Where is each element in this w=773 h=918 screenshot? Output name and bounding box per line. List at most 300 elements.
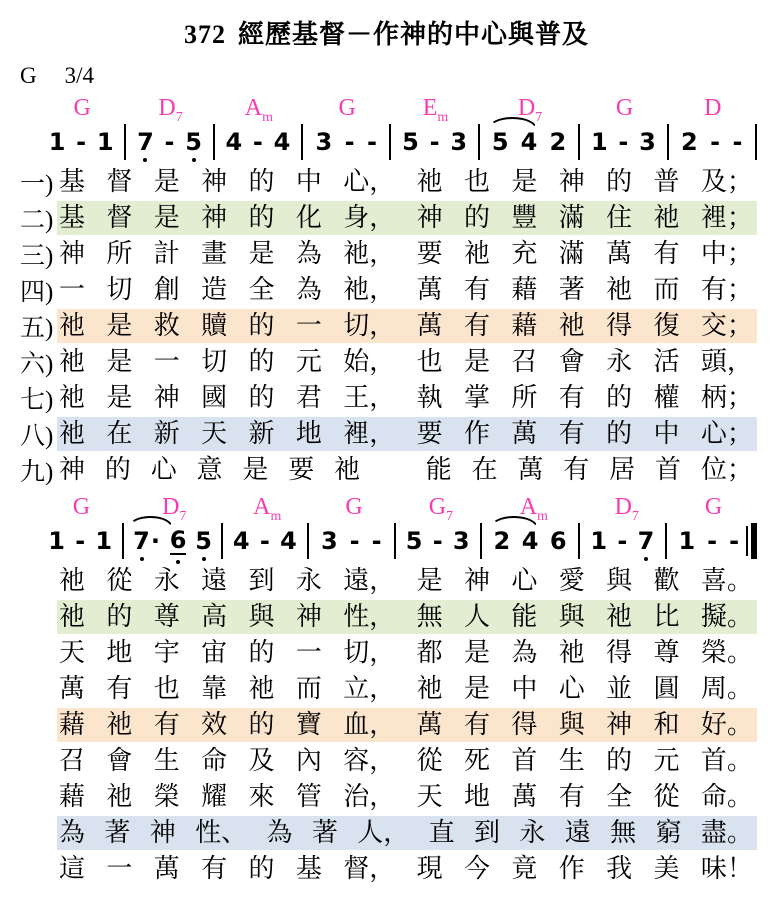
lyric-char: 化 (295, 203, 322, 232)
lyric-char: 也 (153, 674, 180, 703)
lyric-char: 祂 (248, 674, 275, 703)
lyric-char: 新 (248, 419, 275, 448)
lyric-char: 執 (416, 383, 443, 412)
lyric-char: 始， (343, 347, 396, 376)
lyric-char: 與 (248, 602, 275, 631)
lyric-char: 祂 (558, 311, 585, 340)
lyric-char: 的 (606, 383, 633, 412)
lyric-char: 著 (104, 818, 131, 847)
lyric-char: 切 (201, 347, 228, 376)
lyric-char: 頭， (700, 347, 753, 376)
lyric-char: 祂 (416, 674, 443, 703)
note: 1 (590, 527, 608, 555)
dash: - (344, 128, 355, 156)
lyric-char: 萬 (511, 419, 538, 448)
lyric-char: 到 (248, 566, 275, 595)
verse-number: 九) (20, 459, 54, 486)
lyric-char: 管 (295, 782, 322, 811)
measure (480, 124, 580, 160)
lyric-char: 天 (201, 419, 228, 448)
dash: - (432, 527, 443, 555)
lyric-char: 也 (416, 347, 443, 376)
lyric-char: 切， (343, 311, 396, 340)
lyric-char: 心， (343, 167, 396, 196)
lyric-char: 永 (519, 818, 546, 847)
note: 3 (639, 128, 656, 156)
lyric-char: 立， (343, 674, 396, 703)
lyric-char: 新 (153, 419, 180, 448)
lyric-char: 的 (248, 710, 275, 739)
lyric-char: 祂 (59, 347, 86, 376)
lyric-char: 權 (653, 383, 680, 412)
lyric-char: 是 (106, 347, 133, 376)
lyric-char: 有 (558, 782, 585, 811)
verse-number: 一) (20, 171, 54, 198)
lyric-char: 活 (653, 347, 680, 376)
lyric-char: 祂 (606, 602, 633, 631)
note-low-octave: 7 (637, 527, 655, 555)
note-low-octave: 5 (185, 128, 202, 156)
lyric-char: 所 (106, 239, 133, 268)
dash: - (710, 128, 721, 156)
lyric-char: 的 (606, 746, 633, 775)
lyric-char: 首。 (700, 746, 753, 775)
chorus-text (57, 672, 757, 706)
lyric-char: 無 (610, 818, 637, 847)
lyric-char: 的 (248, 347, 275, 376)
lyric-char: 萬 (606, 239, 633, 268)
lyric-char: 有 (201, 854, 228, 883)
lyric-char: 萬 (511, 782, 538, 811)
lyric-char: 祂 (59, 311, 86, 340)
lyric-char: 為 (511, 638, 538, 667)
lyric-char: 有 (558, 419, 585, 448)
verse-line (20, 380, 773, 416)
lyric-char: 今 (464, 854, 491, 883)
chord-label: D (704, 95, 722, 121)
lyric-char: 要 (416, 239, 443, 268)
lyric-char: 是 (248, 239, 275, 268)
measure (38, 523, 124, 559)
lyric-char: 會 (558, 347, 585, 376)
lyric-char: 中 (511, 674, 538, 703)
time-signature: 3/4 (64, 63, 95, 88)
lyric-char: 的 (606, 419, 633, 448)
dash: - (252, 128, 263, 156)
lyric-char: 中 (295, 167, 322, 196)
augmentation-dot: · (150, 527, 160, 555)
lyric-char: 無 (416, 602, 443, 631)
lyric-char: 裡； (700, 203, 753, 232)
lyric-char: 有 (153, 710, 180, 739)
lyric-char: 交； (700, 311, 753, 340)
lyric-char: 與 (606, 566, 633, 595)
lyric-char: 是 (464, 638, 491, 667)
lyric-char: 祂 (464, 239, 491, 268)
lyric-char: 心 (150, 455, 177, 484)
lyric-char: 愛 (558, 566, 585, 595)
chord-label: $A_m$ (253, 494, 282, 524)
lyric-char: 君 (295, 383, 322, 412)
lyric-char: 寶 (295, 710, 322, 739)
chorus-line (20, 815, 773, 851)
music-staff-2 (38, 494, 757, 559)
lyric-char: 祂 (416, 167, 443, 196)
chord-label: G (72, 494, 91, 520)
lyric-char: 有 (563, 455, 590, 484)
verse-text (57, 417, 757, 451)
lyric-char: 宙 (201, 638, 228, 667)
lyric-char: 而 (653, 275, 680, 304)
lyric-char: 著 (311, 818, 338, 847)
verse-line (20, 236, 773, 272)
chorus-line (20, 743, 773, 779)
lyric-char: 萬 (517, 455, 544, 484)
lyric-char: 祂 (558, 638, 585, 667)
lyric-char: 及； (700, 167, 753, 196)
chord-label: $D_7$ (517, 95, 543, 125)
stanza-1 (20, 164, 773, 488)
page-title (0, 14, 773, 51)
lyric-char: 為 (295, 239, 322, 268)
verse-number: 三) (20, 243, 54, 270)
lyric-char: 藉 (511, 275, 538, 304)
lyric-char: 現 (416, 854, 443, 883)
lyric-char: 心 (558, 674, 585, 703)
verse-text (57, 453, 757, 487)
lyric-char: 圓 (653, 674, 680, 703)
lyric-char: 中； (700, 239, 753, 268)
lyric-char: 萬 (416, 311, 443, 340)
lyric-char: 神 (149, 818, 176, 847)
lyric-char: 萬 (416, 710, 443, 739)
lyric-char: 神 (416, 203, 443, 232)
chorus-line (20, 563, 773, 599)
note: 4 (280, 527, 297, 555)
chord-label: G (615, 95, 634, 121)
lyric-char: 與 (558, 602, 585, 631)
lyric-char: 祂 (59, 566, 86, 595)
lyric-char: 生 (153, 746, 180, 775)
lyric-char: 效 (201, 710, 228, 739)
lyric-char: 竟 (511, 854, 538, 883)
lyric-char: 基 (295, 854, 322, 883)
measure (391, 124, 479, 160)
measure (124, 523, 222, 559)
chord-row-1 (38, 95, 757, 123)
lyric-char: 能 (425, 455, 452, 484)
note: 4 (232, 527, 250, 555)
note: 2 (549, 128, 567, 156)
lyric-char: 神 (201, 203, 228, 232)
measure (303, 124, 391, 160)
lyric-char: 祂 (59, 383, 86, 412)
measure (309, 523, 395, 559)
chord-label: $D_7$ (614, 494, 639, 524)
lyric-char: 滿 (558, 203, 585, 232)
dash: - (429, 128, 440, 156)
note: 5 (405, 527, 423, 555)
lyric-char: 國 (201, 383, 228, 412)
key-letter: G (20, 63, 37, 88)
lyric-char: 住 (606, 203, 633, 232)
chord-label: $A_m$ (244, 95, 273, 125)
lyric-char: 的 (606, 167, 633, 196)
lyric-char: 喜。 (700, 566, 753, 595)
lyric-char: 的 (248, 854, 275, 883)
lyric-char: 心 (511, 566, 538, 595)
lyric-char: 周。 (700, 674, 753, 703)
lyric-char: 為 (295, 275, 322, 304)
note: 3 (315, 128, 333, 156)
lyric-char: 從 (106, 566, 133, 595)
lyric-char: 這 (59, 854, 86, 883)
lyric-char: 祂， (343, 239, 396, 268)
lyric-char: 是 (153, 167, 180, 196)
hymn-number: 372 (183, 20, 226, 49)
note-low-octave: 7 (133, 527, 150, 555)
chorus-text (57, 744, 757, 778)
measure-final (667, 523, 757, 559)
lyric-char: 祂 (106, 782, 133, 811)
lyric-char: 的 (248, 311, 275, 340)
lyric-char: 治， (343, 782, 396, 811)
lyric-char: 地 (106, 638, 133, 667)
lyric-char: 直 (428, 818, 455, 847)
lyric-char: 救 (153, 311, 180, 340)
chorus-line (20, 707, 773, 743)
chord-label: $A_m$ (519, 494, 548, 524)
lyric-char: 有 (464, 710, 491, 739)
lyric-char: 全 (248, 275, 275, 304)
lyric-char: 宇 (153, 638, 180, 667)
lyric-char: 是 (511, 167, 538, 196)
dash: - (617, 527, 628, 555)
note-low-octave: 7 (137, 128, 154, 156)
lyric-char: 萬 (59, 674, 86, 703)
dash: - (618, 128, 629, 156)
lyric-char: 祂 (59, 419, 86, 448)
music-staff-1 (38, 95, 757, 160)
note: 4 (520, 128, 538, 156)
lyric-char: 掌 (464, 383, 491, 412)
lyric-char: 豐 (511, 203, 538, 232)
lyric-char (380, 453, 406, 487)
lyric-char: 督 (106, 203, 133, 232)
chord-label: $D_7$ (158, 95, 183, 125)
verse-text (57, 273, 757, 307)
lyric-char: 一 (59, 275, 86, 304)
lyric-char: 地 (464, 782, 491, 811)
lyric-char: 與 (558, 710, 585, 739)
measure (482, 523, 580, 559)
lyric-char: 首 (654, 455, 681, 484)
dash: - (164, 128, 175, 156)
verse-line (20, 200, 773, 236)
lyric-char: 為 (266, 818, 293, 847)
lyric-char: 得 (606, 638, 633, 667)
lyric-char: 內 (295, 746, 322, 775)
lyric-char: 盡。 (700, 818, 753, 847)
lyric-char: 有 (558, 383, 585, 412)
lyric-char: 在 (471, 455, 498, 484)
lyric-char: 性， (343, 602, 396, 631)
chorus-line (20, 851, 773, 887)
chorus-text (57, 816, 757, 850)
lyric-char: 有； (700, 275, 753, 304)
lyric-char: 一 (295, 638, 322, 667)
lyric-char: 是 (416, 566, 443, 595)
verse-line (20, 452, 773, 488)
note: 5 (491, 128, 509, 156)
lyric-char: 我 (606, 854, 633, 883)
chord-label: G (704, 494, 723, 520)
lyric-char: 中 (653, 419, 680, 448)
lyric-char: 及 (248, 746, 275, 775)
lyric-char: 有 (653, 239, 680, 268)
note: 3 (321, 527, 338, 555)
measure (38, 124, 126, 160)
lyric-char: 神 (153, 383, 180, 412)
verse-number: 六) (20, 351, 54, 378)
lyric-char: 是 (106, 311, 133, 340)
lyric-char: 在 (106, 419, 133, 448)
note: 1 (48, 527, 65, 555)
lyric-char: 是 (464, 674, 491, 703)
dash: - (349, 527, 360, 555)
dash: - (729, 527, 740, 555)
lyric-char: 切 (106, 275, 133, 304)
dash: - (732, 128, 743, 156)
lyric-char: 要 (288, 455, 315, 484)
lyric-char: 有 (464, 311, 491, 340)
hymn-title-text: 經歷基督－作神的中心與普及 (237, 20, 589, 49)
lyric-char: 神 (295, 602, 322, 631)
lyric-char: 召 (511, 347, 538, 376)
verse-text (57, 381, 757, 415)
lyric-char: 性、 (195, 818, 248, 847)
lyric-char: 的 (248, 383, 275, 412)
verse-line (20, 308, 773, 344)
lyric-char: 基 (59, 203, 86, 232)
lyric-char: 居 (609, 455, 636, 484)
key-signature (20, 63, 773, 89)
lyric-char: 比 (653, 602, 680, 631)
lyric-char: 遠， (343, 566, 396, 595)
lyric-char: 有 (106, 674, 133, 703)
lyric-char: 神 (464, 566, 491, 595)
chorus-text (57, 564, 757, 598)
lyric-char: 來 (248, 782, 275, 811)
verse-number: 二) (20, 207, 54, 234)
lyric-char: 能 (511, 602, 538, 631)
note: 3 (452, 527, 470, 555)
lyric-char: 永 (153, 566, 180, 595)
verse-text (57, 237, 757, 271)
dash: - (75, 527, 86, 555)
lyric-char: 榮 (153, 782, 180, 811)
lyric-char: 從 (653, 782, 680, 811)
lyric-char: 王， (343, 383, 396, 412)
lyric-char: 好。 (700, 710, 753, 739)
lyric-char: 創 (153, 275, 180, 304)
lyric-char: 元 (653, 746, 680, 775)
lyric-char: 地 (295, 419, 322, 448)
lyric-char: 普 (653, 167, 680, 196)
lyric-char: 祂 (59, 602, 86, 631)
lyric-char: 位； (700, 455, 753, 484)
lyric-char: 祂 (334, 455, 361, 484)
lyric-char: 人， (357, 818, 410, 847)
note: 1 (48, 128, 66, 156)
lyric-char: 遠 (564, 818, 591, 847)
chorus-text (57, 600, 757, 634)
verse-line (20, 272, 773, 308)
lyric-char: 生 (558, 746, 585, 775)
lyric-char: 一 (153, 347, 180, 376)
lyric-char: 擬。 (700, 602, 753, 631)
lyric-char: 神 (59, 239, 86, 268)
lyric-char: 得 (511, 710, 538, 739)
chorus-text (57, 708, 757, 742)
lyric-char: 畫 (201, 239, 228, 268)
lyric-char: 是 (464, 347, 491, 376)
lyric-char: 和 (653, 710, 680, 739)
lyric-char: 心； (700, 419, 753, 448)
verse-text (57, 201, 757, 235)
lyric-char: 的 (248, 203, 275, 232)
note: 4 (273, 128, 291, 156)
verse-number: 五) (20, 315, 54, 342)
lyric-char: 靠 (201, 674, 228, 703)
lyric-char: 從 (416, 746, 443, 775)
chorus-line (20, 635, 773, 671)
lyric-char: 藉 (59, 782, 86, 811)
lyric-char: 作 (558, 854, 585, 883)
note: 1 (96, 128, 114, 156)
lyric-char: 而 (295, 674, 322, 703)
lyric-char: 尊 (153, 602, 180, 631)
lyric-char: 柄； (700, 383, 753, 412)
verse-line (20, 416, 773, 452)
lyric-char: 祂 (606, 275, 633, 304)
verse-text (57, 345, 757, 379)
lyric-char: 神 (201, 167, 228, 196)
lyric-char: 歡 (653, 566, 680, 595)
lyric-char: 永 (606, 347, 633, 376)
verse-number: 七) (20, 387, 54, 414)
note: 3 (450, 128, 468, 156)
lyric-char: 祂 (653, 203, 680, 232)
lyric-char: 召 (59, 746, 86, 775)
chord-label: G (73, 95, 91, 121)
lyric-char: 為 (59, 818, 86, 847)
verse-line (20, 344, 773, 380)
lyric-char: 一 (295, 311, 322, 340)
lyric-char: 到 (474, 818, 501, 847)
measure (669, 124, 757, 160)
dotted-note-group (133, 529, 161, 553)
lyric-char: 全 (606, 782, 633, 811)
lyric-char: 元 (295, 347, 322, 376)
lyric-char: 的 (248, 167, 275, 196)
lyric-char: 藉 (59, 710, 86, 739)
lyric-char: 萬 (153, 854, 180, 883)
notation-row-1 (38, 124, 757, 160)
note: 1 (678, 527, 696, 555)
measure (215, 124, 303, 160)
verse-number: 四) (20, 279, 54, 306)
